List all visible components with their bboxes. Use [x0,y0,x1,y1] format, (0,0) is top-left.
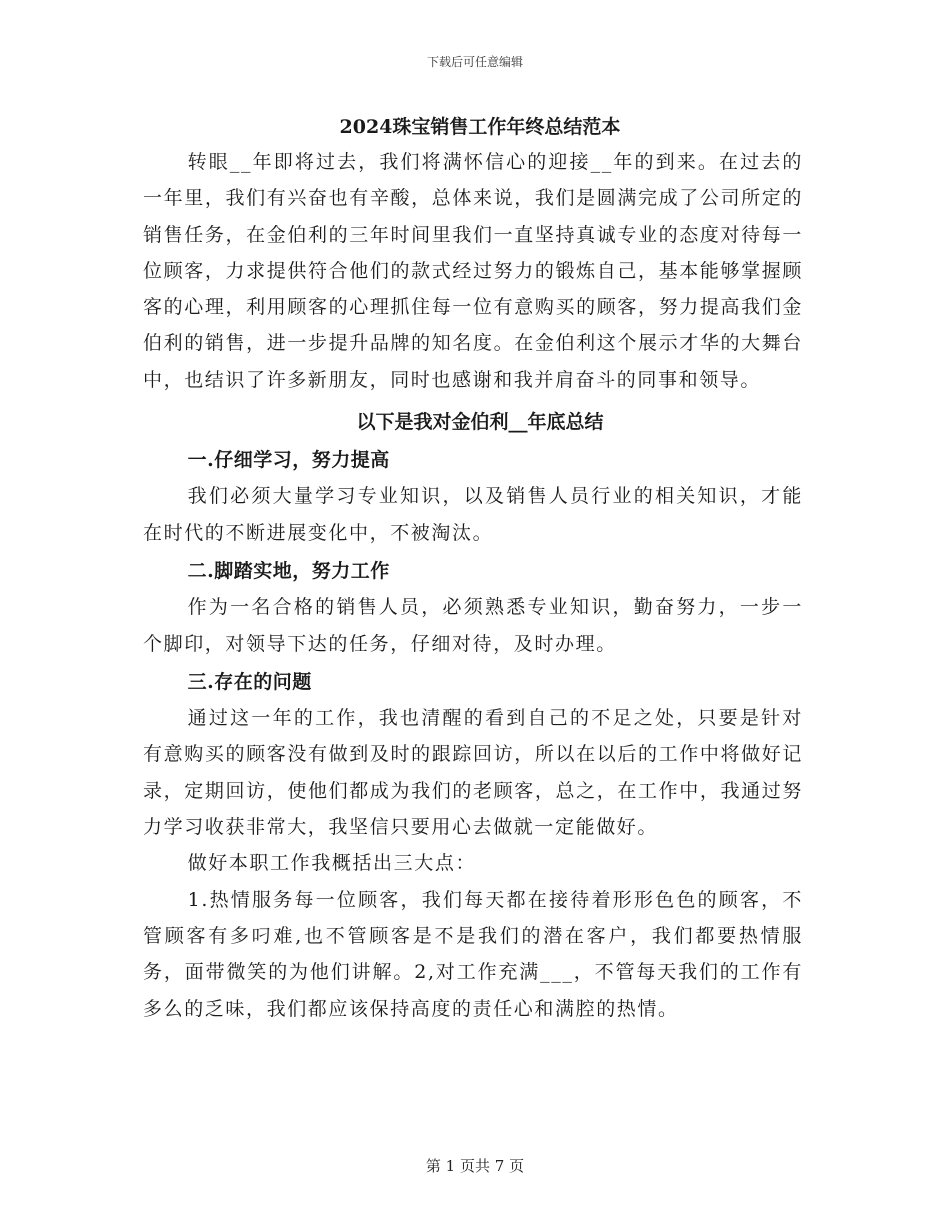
header-note: 下载后可任意编辑 [426,55,523,69]
section-3-heading: 三.存在的问题 [187,670,312,693]
section-3-paragraph: 通过这一年的工作，我也清醒的看到自己的不足之处，只要是针对有意购买的顾客没有做到及时的跟踪回访，所以在以后的工作中将做好记录，定期回访，使他们都成为我们的老顾客，总之，在工作中，我通过努力学习收获非常大，我坚信只要用心去做就一定能做好。 [143,707,803,839]
section-1-heading: 一.仔细学习，努力提高 [187,449,390,472]
page-indicator: 第 1 页共 7 页 [425,1157,525,1175]
document-title: 2024珠宝销售工作年终总结范本 [339,116,621,138]
section-2-paragraph: 作为一名合格的销售人员，必须熟悉专业知识，勤奋努力，一步一个脚印，对领导下达的任务，仔细对待，及时办理。 [143,596,803,655]
summary-subtitle: 以下是我对金伯利__年底总结 [356,411,604,434]
intro-paragraph: 转眼__年即将过去，我们将满怀信心的迎接__年的到来。在过去的一年里，我们有兴奋也有辛酸，总体来说，我们是圆满完成了公司所定的销售任务，在金伯利的三年时间里我们一直坚持真诚专业的态度对待每一位顾客，力求提供符合他们的款式经过努力的锻炼自己，基本能够掌握顾客的心理，利用顾客的心理抓住每一位有意购买的顾客，努力提高我们金伯利的销售，进一步提升品牌的知名度。在金伯利这个展示才华的大舞台中，也结识了许多新朋友，同时也感谢和我并肩奋斗的同事和领导。 [143,151,803,391]
section-1-paragraph: 我们必须大量学习专业知识，以及销售人员行业的相关知识，才能在时代的不断进展变化中，不被淘汰。 [143,485,803,544]
points-paragraph: 1.热情服务每一位顾客，我们每天都在接待着形形色色的顾客，不管顾客有多叼难,也不管顾客是不是我们的潜在客户，我们都要热情服务，面带微笑的为他们讲解。2,对工作充满___，不管每天我们的工作有多么的乏味，我们都应该保持高度的责任心和满腔的热情。 [143,888,803,1020]
section-2-heading: 二.脚踏实地，努力工作 [187,559,390,582]
summary-intro-paragraph: 做好本职工作我概括出三大点： [187,852,477,875]
document-body [143,110,803,1027]
